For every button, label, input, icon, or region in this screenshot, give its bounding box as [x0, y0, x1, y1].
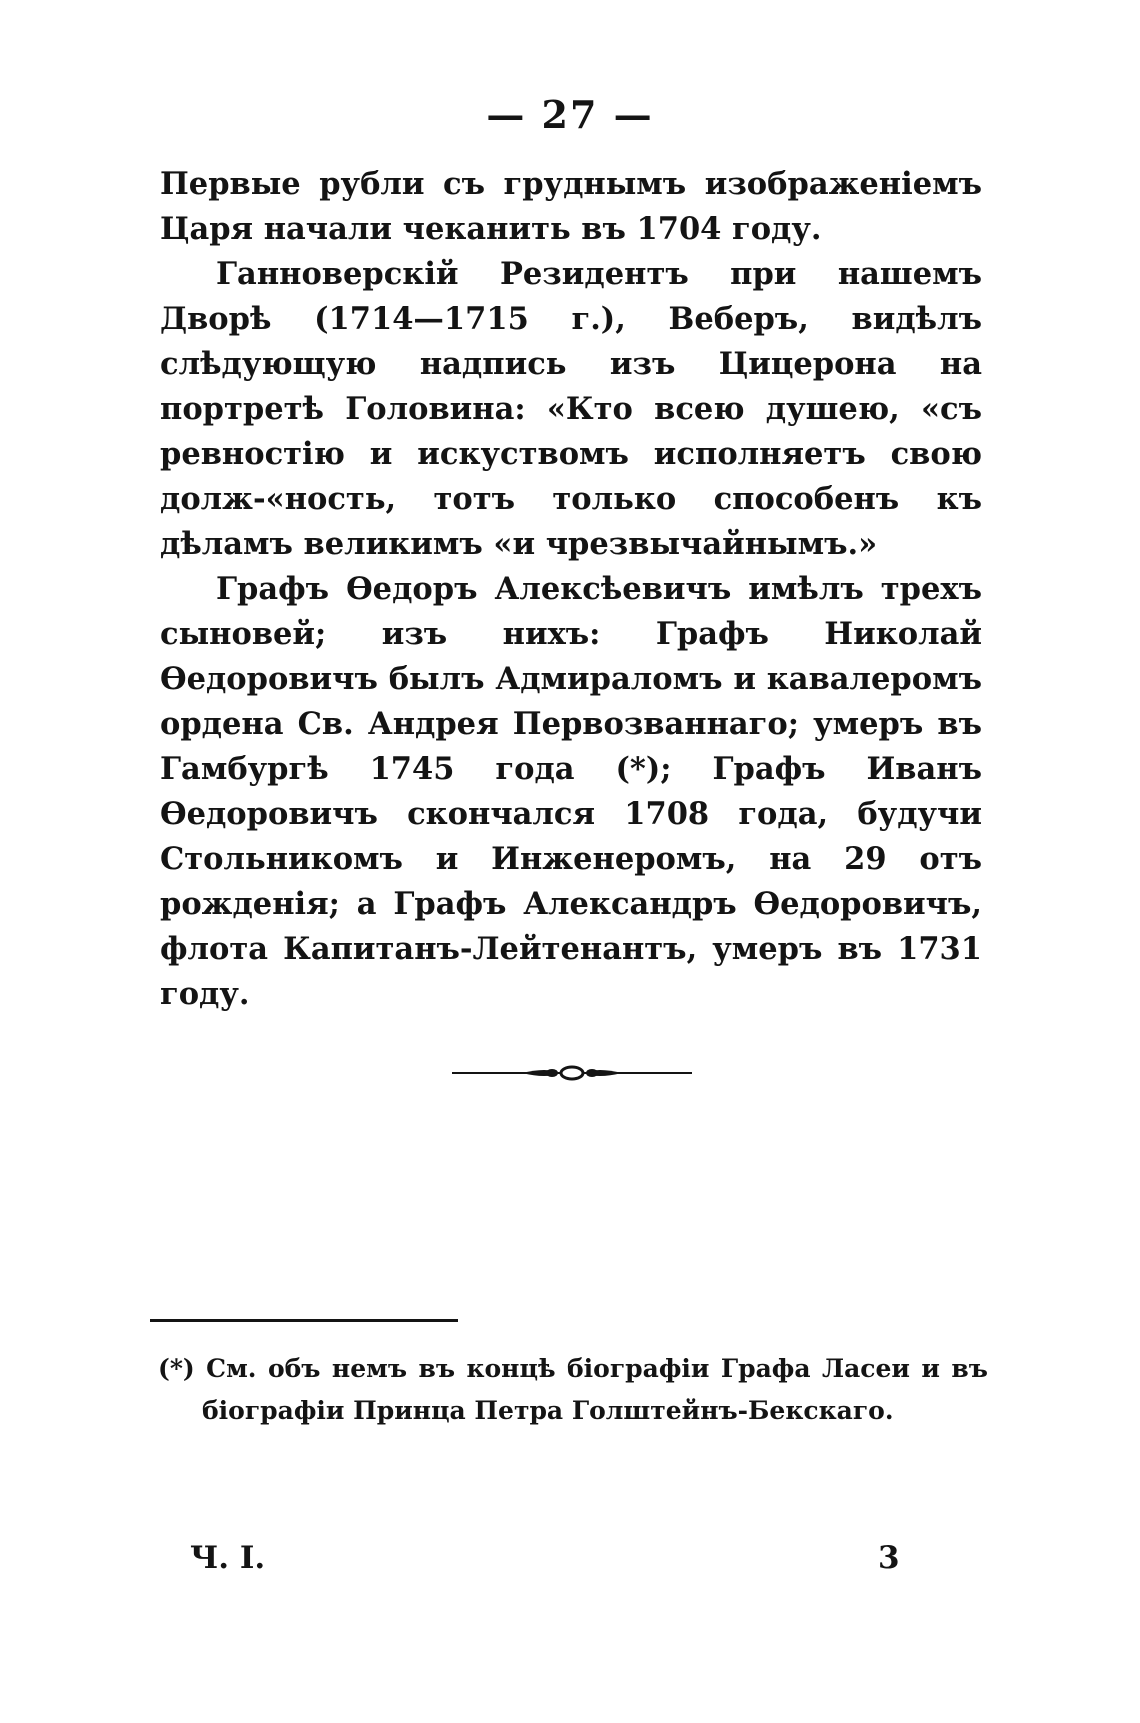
- footnote-word: и: [921, 1354, 940, 1383]
- ornament-divider-icon: [452, 1062, 692, 1084]
- signature-mark: Ч. I.: [190, 1540, 266, 1576]
- footnote-word: Ласеи: [821, 1354, 910, 1383]
- paragraph-sons: Графъ Ѳедоръ Алексѣевичъ имѣлъ трехъ сыновей; изъ нихъ: Графъ Николай Ѳедоровичъ былъ Адмираломъ и кавалеромъ ордена Св. Андрея Первозваннаго; умеръ въ Гамбургѣ 1745 года (*); Графъ Иванъ Ѳедоровичъ скончался 1708 года, будучи Стольникомъ и Инженеромъ, на 29 отъ рожденiя; а Графъ Александръ Ѳедоровичъ, флота Капитанъ-Лейтенантъ, умеръ въ 1731 году.: [160, 571, 982, 1012]
- footnote-word: концѣ: [466, 1354, 556, 1383]
- paragraph-weber-inscription: Ганноверскiй Резидентъ при нашемъ Дворѣ (1714—1715 г.), Веберъ, видѣлъ слѣдующую надпись изъ Цицерона на портретѣ Головина: «Кто всею душею, «съ ревностiю и искуствомъ исполняетъ свою долж-«ность, тотъ только способенъ къ дѣламъ великимъ «и чрезвычайнымъ.»: [160, 256, 982, 562]
- footnote-line-1: [158, 1348, 988, 1390]
- sheet-number: 3: [878, 1540, 900, 1576]
- footnote-word: бiографiи: [566, 1354, 710, 1383]
- main-text: [160, 162, 982, 1017]
- footnote-separator: [150, 1319, 458, 1322]
- footnote-word: въ: [951, 1354, 988, 1383]
- footnote: [158, 1348, 988, 1432]
- footnote-word: немъ: [331, 1354, 408, 1383]
- footnote-word: въ: [418, 1354, 456, 1383]
- paragraph-first-rubles: Первые рубли съ груднымъ изображенiемъ Царя начали чеканить въ 1704 году.: [160, 166, 982, 247]
- footnote-word: объ: [267, 1354, 321, 1383]
- footnote-word: См.: [206, 1354, 257, 1383]
- footnote-line-2: бiографiи Принца Петра Голштейнъ-Бекскаго.: [202, 1396, 894, 1425]
- footnote-word: Графа: [720, 1354, 811, 1383]
- footnote-word: (*): [158, 1354, 195, 1383]
- page-number: — 27 —: [486, 92, 654, 137]
